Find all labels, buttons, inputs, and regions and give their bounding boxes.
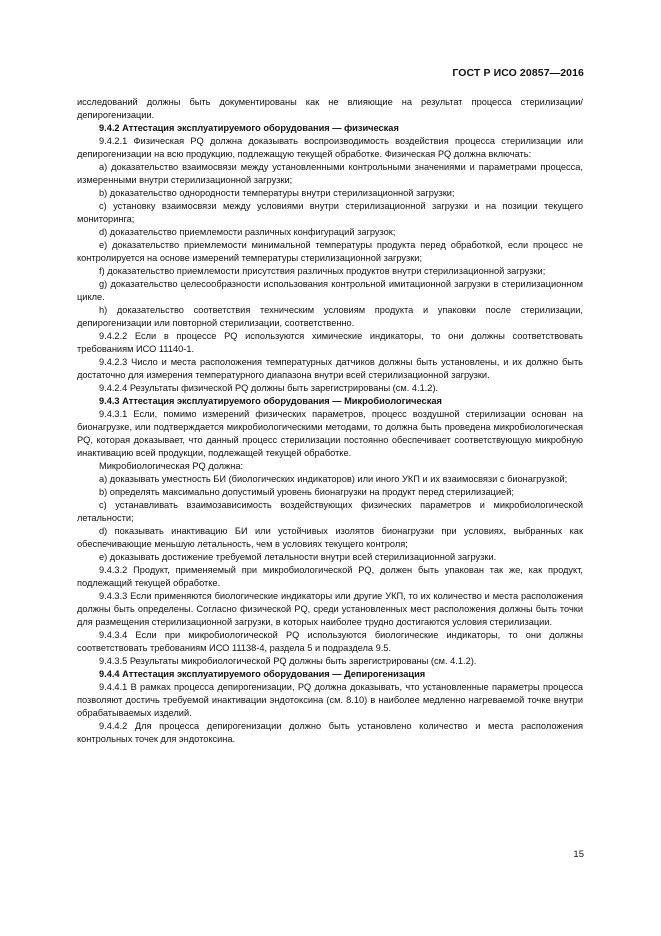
- paragraph: 9.4.3.2 Продукт, применяемый при микробиологической PQ, должен быть упакован так же, как продукт, подлежащий текущей обработке.: [77, 565, 583, 588]
- paragraph: d) доказательство приемлемости различных конфигураций загрузок;: [99, 227, 396, 237]
- paragraph: c) устанавливать взаимозависимость воздействующих физических параметров и микробиологической летальности;: [77, 500, 583, 523]
- paragraph: 9.4.2.1 Физическая PQ должна доказывать воспроизводимость воздействия процесса стерилизации или депирогенизации на всю продукцию, подлежащую текущей обработке. Физическая PQ должна включать:: [77, 136, 583, 159]
- paragraph: b) доказательство однородности температуры внутри стерилизационной загрузки;: [99, 188, 455, 198]
- paragraph: 9.4.3.1 Если, помимо измерений физических параметров, процесс воздушной стерилизации основан на бионагрузке, или подтверждается микробиологическими методами, то должна быть проведена микробиологическая PQ, которая доказывает, что данный процесс стерилизации постоянно обеспечивает соответствующую микробную инактивацию всей продукции, подлежащей текущей обработке.: [77, 409, 583, 458]
- paragraph: 9.4.3.4 Если при микробиологической PQ используются биологические индикаторы, то они должны соответствовать требованиям ИСО 11138-4, раздела 5 и подраздела 9.5.: [77, 630, 583, 653]
- paragraph: 9.4.4.2 Для процесса депирогенизации должно быть установлено количество и места расположения контрольных точек для эндотоксина.: [77, 721, 583, 744]
- standard-header: ГОСТ Р ИСО 20857—2016: [452, 67, 584, 79]
- paragraph: 9.4.2.4 Результаты физической PQ должны быть зарегистрированы (см. 4.1.2).: [99, 383, 439, 393]
- section-heading: 9.4.3 Аттестация эксплуатируемого оборудования — Микробиологическая: [99, 396, 442, 406]
- paragraph: f) доказательство приемлемости присутствия различных продуктов внутри стерилизационной загрузки;: [99, 266, 546, 276]
- paragraph: 9.4.4.1 В рамках процесса депирогенизации, PQ должна доказывать, что установленные параметры процесса позволяют достичь требуемой инактивации эндотоксина (см. 8.10) в наиболее медленно нагреваемой точке внутри обрабатываемых изделий.: [77, 682, 583, 718]
- paragraph: h) доказательство соответствия техническим условиям продукта и упаковки после стерилизации, депирогенизации или повторной стерилизации, соответственно.: [77, 305, 583, 328]
- paragraph: Микробиологическая PQ должна:: [99, 461, 244, 471]
- document-body: [77, 96, 583, 746]
- paragraph: b) определять максимально допустимый уровень бионагрузки на продукт перед стерилизацией;: [99, 487, 514, 497]
- section-heading: 9.4.2 Аттестация эксплуатируемого оборудования — физическая: [99, 123, 399, 133]
- paragraph: c) установку взаимосвязи между условиями внутри стерилизационной загрузки и на позиции текущего мониторинга;: [77, 201, 583, 224]
- paragraph: исследований должны быть документированы как не влияющие на результат процесса стерилизации/депирогенизации.: [77, 97, 583, 120]
- page-number: 15: [573, 849, 584, 860]
- paragraph: a) доказывать уместность БИ (биологических индикаторов) или иного УКП и их взаимосвязи с бионагрузкой;: [99, 474, 568, 484]
- paragraph: 9.4.3.5 Результаты микробиологической PQ должны быть зарегистрированы (см. 4.1.2).: [99, 656, 477, 666]
- paragraph: 9.4.3.3 Если применяются биологические индикаторы или другие УКП, то их количество и места расположения должны быть определены. Согласно физической PQ, среди установленных мест расположения должны быть точки для размещения стерилизационной загрузки, в которых наиболее трудно достигаются условия стерилизации.: [77, 591, 583, 627]
- paragraph: e) доказательство приемлемости минимальной температуры продукта перед обработкой, если процесс не контролируется на основе измерений температуры стерилизационной загрузки;: [77, 240, 583, 263]
- paragraph: 9.4.2.2 Если в процессе PQ используются химические индикаторы, то они должны соответствовать требованиям ИСО 11140-1.: [77, 331, 583, 354]
- paragraph: a) доказательство взаимосвязи между установленными контрольными значениями и параметрами процесса, измеренными внутри стерилизационной загрузки;: [77, 162, 583, 185]
- paragraph: d) показывать инактивацию БИ или устойчивых изолятов бионагрузки при условиях, выбранных как обеспечивающие меньшую летальность, чем в условиях текущего контроля;: [77, 526, 583, 549]
- paragraph: 9.4.2.3 Число и места расположения температурных датчиков должны быть установлены, и их должно быть достаточно для измерения температурного диапазона внутри всей стерилизационной загрузки.: [77, 357, 583, 380]
- paragraph: e) доказывать достижение требуемой летальности внутри всей стерилизационной загрузки.: [99, 552, 497, 562]
- section-heading: 9.4.4 Аттестация эксплуатируемого оборудования — Депирогенизация: [99, 669, 426, 679]
- paragraph: g) доказательство целесообразности использования контрольной имитационной загрузки в стерилизационном цикле.: [77, 279, 583, 302]
